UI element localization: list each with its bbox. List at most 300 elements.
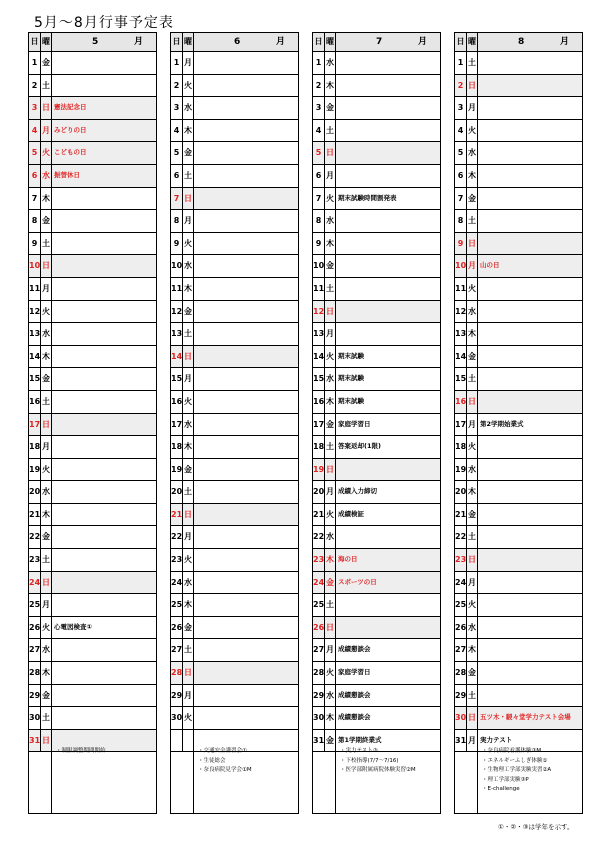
event-text: みどりの日 — [54, 125, 87, 134]
day-number: 3 — [313, 97, 325, 119]
day-row — [455, 97, 582, 120]
day-row — [313, 368, 440, 391]
day-row — [171, 481, 298, 504]
weekday: 金 — [183, 301, 194, 323]
event-text — [336, 617, 440, 639]
schedule-grid — [28, 32, 584, 814]
weekday: 金 — [183, 617, 194, 639]
event-text — [52, 685, 156, 707]
day-number: 21 — [29, 504, 41, 526]
day-row — [455, 459, 582, 482]
event-text — [336, 255, 440, 277]
day-row — [29, 639, 156, 662]
day-row — [455, 549, 582, 572]
month-table-7 — [312, 32, 441, 814]
weekday-column-header: 曜 — [325, 33, 336, 51]
day-row — [29, 436, 156, 459]
day-number: 20 — [455, 481, 467, 503]
day-row — [313, 594, 440, 617]
event-text — [478, 368, 582, 390]
event-text — [336, 142, 440, 164]
weekday: 木 — [467, 165, 478, 187]
day-number: 15 — [313, 368, 325, 390]
event-text: 第2学期始業式 — [480, 419, 524, 428]
day-row — [29, 526, 156, 549]
event-text: 成績検証 — [338, 509, 364, 518]
weekday: 火 — [183, 707, 194, 729]
day-row — [29, 301, 156, 324]
day-number: 16 — [29, 391, 41, 413]
weekday: 月 — [325, 481, 336, 503]
event-text — [194, 662, 298, 684]
event-text — [478, 120, 582, 142]
day-number: 3 — [171, 97, 183, 119]
day-rows — [171, 52, 298, 752]
day-number: 20 — [171, 481, 183, 503]
day-row — [29, 142, 156, 165]
event-text — [478, 662, 582, 684]
month-number: 8 — [518, 37, 525, 47]
event-text — [478, 165, 582, 187]
month-unit: 月 — [134, 37, 144, 47]
day-row — [455, 165, 582, 188]
event-text — [194, 323, 298, 345]
day-number: 8 — [455, 210, 467, 232]
day-number: 14 — [455, 346, 467, 368]
month-unit: 月 — [418, 37, 428, 47]
notes-list — [52, 745, 156, 813]
weekday: 月 — [41, 436, 52, 458]
weekday: 土 — [183, 639, 194, 661]
weekday: 日 — [183, 504, 194, 526]
page-title: 5月〜8月行事予定表 — [34, 15, 174, 31]
day-number: 2 — [313, 75, 325, 97]
event-text: 実力テスト — [480, 735, 513, 744]
event-text — [194, 278, 298, 300]
day-number: 19 — [29, 459, 41, 481]
weekday: 金 — [183, 142, 194, 164]
weekday: 月 — [325, 165, 336, 187]
weekday: 水 — [41, 481, 52, 503]
event-text: 期末試験 — [338, 374, 364, 383]
day-number: 10 — [313, 255, 325, 277]
day-number: 25 — [455, 594, 467, 616]
event-text — [52, 707, 156, 729]
day-row — [313, 97, 440, 120]
weekday: 月 — [41, 594, 52, 616]
weekday: 金 — [325, 255, 336, 277]
day-number: 16 — [171, 391, 183, 413]
event-text: 山の日 — [480, 261, 500, 270]
day-number: 5 — [455, 142, 467, 164]
day-number: 28 — [29, 662, 41, 684]
day-number: 2 — [455, 75, 467, 97]
day-number: 14 — [29, 346, 41, 368]
event-text — [52, 662, 156, 684]
event-text — [478, 210, 582, 232]
note-item: ・交通安全講習会① — [198, 748, 247, 754]
day-number: 26 — [313, 617, 325, 639]
day-row — [455, 572, 582, 595]
day-row — [455, 210, 582, 233]
weekday: 水 — [325, 526, 336, 548]
month-header — [29, 33, 156, 52]
day-row — [171, 52, 298, 75]
weekday: 水 — [467, 459, 478, 481]
day-row — [455, 391, 582, 414]
weekday: 金 — [325, 414, 336, 436]
day-number: 30 — [313, 707, 325, 729]
day-row — [171, 97, 298, 120]
day-number: 7 — [171, 188, 183, 210]
day-row — [455, 120, 582, 143]
weekday: 土 — [467, 368, 478, 390]
day-number: 15 — [455, 368, 467, 390]
event-text — [194, 120, 298, 142]
day-number: 31 — [455, 730, 467, 752]
day-number: 7 — [313, 188, 325, 210]
day-number: 23 — [29, 549, 41, 571]
event-text: 五ツ木・駸々堂学力テスト会場 — [480, 713, 571, 722]
weekday: 金 — [41, 368, 52, 390]
month-label — [336, 33, 440, 51]
day-number: 7 — [29, 188, 41, 210]
weekday: 木 — [467, 639, 478, 661]
day-row — [171, 459, 298, 482]
event-text — [52, 301, 156, 323]
day-number: 2 — [29, 75, 41, 97]
weekday: 火 — [325, 504, 336, 526]
month-notes — [171, 745, 298, 813]
weekday: 木 — [467, 481, 478, 503]
footnote: ①・②・③は学年を示す。 — [498, 823, 574, 831]
day-row — [313, 414, 440, 437]
day-number: 24 — [171, 572, 183, 594]
day-column-header: 日 — [171, 33, 183, 51]
event-text — [52, 481, 156, 503]
day-number: 24 — [455, 572, 467, 594]
event-text — [336, 323, 440, 345]
event-text — [194, 414, 298, 436]
month-table-6 — [170, 32, 299, 814]
event-text — [52, 52, 156, 74]
day-number: 26 — [455, 617, 467, 639]
day-column-header: 日 — [29, 33, 41, 51]
event-text — [336, 594, 440, 616]
event-text — [478, 436, 582, 458]
event-text — [336, 120, 440, 142]
day-number: 30 — [29, 707, 41, 729]
day-number: 22 — [29, 526, 41, 548]
event-text — [336, 52, 440, 74]
day-row — [313, 142, 440, 165]
event-text — [478, 142, 582, 164]
month-label — [194, 33, 298, 51]
weekday: 土 — [325, 594, 336, 616]
event-text — [478, 97, 582, 119]
day-row — [29, 414, 156, 437]
day-row — [29, 75, 156, 98]
day-number: 28 — [455, 662, 467, 684]
day-number: 6 — [455, 165, 467, 187]
event-text — [52, 323, 156, 345]
weekday: 土 — [325, 436, 336, 458]
event-text — [336, 301, 440, 323]
weekday: 日 — [41, 730, 52, 752]
day-row — [313, 75, 440, 98]
weekday: 日 — [325, 459, 336, 481]
weekday: 月 — [467, 730, 478, 752]
note-item: ・下校指導(7/7〜7/16) — [340, 757, 399, 764]
day-number: 11 — [313, 278, 325, 300]
event-text — [478, 639, 582, 661]
weekday: 日 — [41, 255, 52, 277]
event-text — [52, 594, 156, 616]
event-text — [194, 391, 298, 413]
day-number: 9 — [455, 233, 467, 255]
note-item: ・生徒総会 — [198, 757, 226, 764]
day-row — [455, 685, 582, 708]
day-number: 8 — [171, 210, 183, 232]
weekday: 月 — [41, 278, 52, 300]
weekday: 木 — [41, 662, 52, 684]
weekday: 金 — [41, 210, 52, 232]
day-number: 27 — [455, 639, 467, 661]
event-text — [194, 549, 298, 571]
event-text — [194, 301, 298, 323]
day-row — [455, 52, 582, 75]
day-number: 14 — [171, 346, 183, 368]
day-number: 22 — [171, 526, 183, 548]
day-row — [455, 662, 582, 685]
event-text: 期末試験時間割発表 — [338, 193, 397, 202]
month-unit: 月 — [560, 37, 570, 47]
note-item: ・奈良病院見学会①M — [198, 767, 252, 773]
day-number: 16 — [313, 391, 325, 413]
event-text — [336, 210, 440, 232]
day-number: 22 — [455, 526, 467, 548]
day-row — [29, 52, 156, 75]
event-text — [194, 52, 298, 74]
event-text — [52, 255, 156, 277]
event-text — [478, 233, 582, 255]
day-number: 1 — [455, 52, 467, 74]
weekday: 土 — [183, 165, 194, 187]
event-text: 成績懇談会 — [338, 713, 371, 722]
day-row — [313, 481, 440, 504]
day-number: 6 — [29, 165, 41, 187]
event-text: 期末試験 — [338, 396, 364, 405]
weekday: 土 — [467, 526, 478, 548]
event-text — [194, 255, 298, 277]
notes-spacer — [171, 745, 194, 813]
day-rows — [313, 52, 440, 752]
day-number: 21 — [313, 504, 325, 526]
event-text: 憲法記念日 — [54, 103, 87, 112]
day-column-header: 日 — [313, 33, 325, 51]
month-header — [313, 33, 440, 52]
day-number: 11 — [171, 278, 183, 300]
day-row — [313, 278, 440, 301]
day-number: 9 — [171, 233, 183, 255]
day-row — [171, 368, 298, 391]
weekday: 月 — [183, 685, 194, 707]
day-row — [171, 572, 298, 595]
day-row — [29, 120, 156, 143]
month-notes — [455, 745, 582, 813]
day-number: 29 — [171, 685, 183, 707]
day-row — [313, 459, 440, 482]
day-row — [171, 323, 298, 346]
event-text — [194, 707, 298, 729]
day-row — [29, 165, 156, 188]
day-number: 5 — [171, 142, 183, 164]
event-text — [478, 594, 582, 616]
day-row — [29, 368, 156, 391]
day-number: 17 — [313, 414, 325, 436]
event-text — [52, 346, 156, 368]
notes-list — [194, 745, 298, 813]
notes-spacer — [29, 745, 52, 813]
month-number: 6 — [234, 37, 241, 47]
weekday: 木 — [183, 594, 194, 616]
day-row — [171, 526, 298, 549]
weekday: 月 — [183, 526, 194, 548]
weekday: 火 — [325, 346, 336, 368]
event-text — [478, 549, 582, 571]
event-text — [478, 346, 582, 368]
event-text: 海の日 — [338, 555, 358, 564]
weekday: 金 — [41, 685, 52, 707]
day-row — [29, 97, 156, 120]
month-notes — [313, 745, 440, 813]
event-text — [194, 142, 298, 164]
weekday: 水 — [325, 52, 336, 74]
day-number: 27 — [29, 639, 41, 661]
day-row — [313, 255, 440, 278]
note-item: ・生物理工学部実験実習②A — [482, 767, 552, 773]
day-row — [171, 188, 298, 211]
day-row — [455, 481, 582, 504]
weekday: 水 — [325, 210, 336, 232]
day-number: 30 — [171, 707, 183, 729]
weekday: 日 — [41, 414, 52, 436]
day-number: 25 — [171, 594, 183, 616]
day-number: 29 — [455, 685, 467, 707]
weekday: 水 — [183, 255, 194, 277]
day-row — [29, 549, 156, 572]
month-table-5 — [28, 32, 157, 814]
weekday: 月 — [183, 210, 194, 232]
day-row — [313, 52, 440, 75]
day-number: 18 — [455, 436, 467, 458]
event-text — [478, 75, 582, 97]
day-number: 4 — [29, 120, 41, 142]
day-number: 16 — [455, 391, 467, 413]
event-text — [478, 278, 582, 300]
day-row — [313, 707, 440, 730]
weekday: 木 — [325, 233, 336, 255]
month-unit: 月 — [276, 37, 286, 47]
day-row — [29, 188, 156, 211]
event-text — [478, 617, 582, 639]
day-row — [313, 662, 440, 685]
event-text — [194, 685, 298, 707]
day-number: 18 — [313, 436, 325, 458]
day-number: 19 — [313, 459, 325, 481]
weekday: 火 — [467, 120, 478, 142]
weekday-column-header: 曜 — [467, 33, 478, 51]
notes-list — [336, 745, 440, 813]
day-row — [171, 210, 298, 233]
event-text — [194, 75, 298, 97]
event-text — [478, 504, 582, 526]
day-row — [29, 255, 156, 278]
day-row — [29, 233, 156, 256]
event-text — [52, 368, 156, 390]
day-number: 1 — [29, 52, 41, 74]
day-number: 17 — [29, 414, 41, 436]
event-text — [336, 278, 440, 300]
day-number: 13 — [455, 323, 467, 345]
event-text: 期末試験 — [338, 351, 364, 360]
weekday: 月 — [325, 323, 336, 345]
day-row — [171, 639, 298, 662]
note-item: ・実力テスト③ — [340, 748, 378, 754]
day-number: 7 — [455, 188, 467, 210]
day-row — [171, 233, 298, 256]
day-number: 25 — [29, 594, 41, 616]
month-number: 5 — [92, 37, 99, 47]
day-row — [313, 526, 440, 549]
day-number: 13 — [29, 323, 41, 345]
day-number: 10 — [455, 255, 467, 277]
day-row — [455, 617, 582, 640]
day-number: 18 — [171, 436, 183, 458]
event-text — [478, 301, 582, 323]
day-column-header: 日 — [455, 33, 467, 51]
day-rows — [29, 52, 156, 752]
event-text — [194, 639, 298, 661]
weekday: 月 — [467, 255, 478, 277]
day-row — [171, 301, 298, 324]
day-number: 17 — [171, 414, 183, 436]
event-text — [52, 459, 156, 481]
day-row — [313, 120, 440, 143]
event-text — [52, 526, 156, 548]
day-number: 27 — [171, 639, 183, 661]
day-number: 22 — [313, 526, 325, 548]
event-text — [194, 210, 298, 232]
weekday: 月 — [325, 639, 336, 661]
weekday: 木 — [41, 188, 52, 210]
day-number: 8 — [313, 210, 325, 232]
day-row — [171, 255, 298, 278]
weekday: 木 — [325, 391, 336, 413]
day-row — [171, 436, 298, 459]
day-number: 8 — [29, 210, 41, 232]
event-text: スポーツの日 — [338, 577, 377, 586]
weekday: 月 — [467, 414, 478, 436]
day-row — [171, 165, 298, 188]
weekday: 金 — [183, 459, 194, 481]
day-row — [29, 504, 156, 527]
day-row — [29, 707, 156, 730]
event-text — [336, 165, 440, 187]
weekday: 水 — [183, 572, 194, 594]
day-number: 11 — [29, 278, 41, 300]
weekday: 火 — [41, 617, 52, 639]
